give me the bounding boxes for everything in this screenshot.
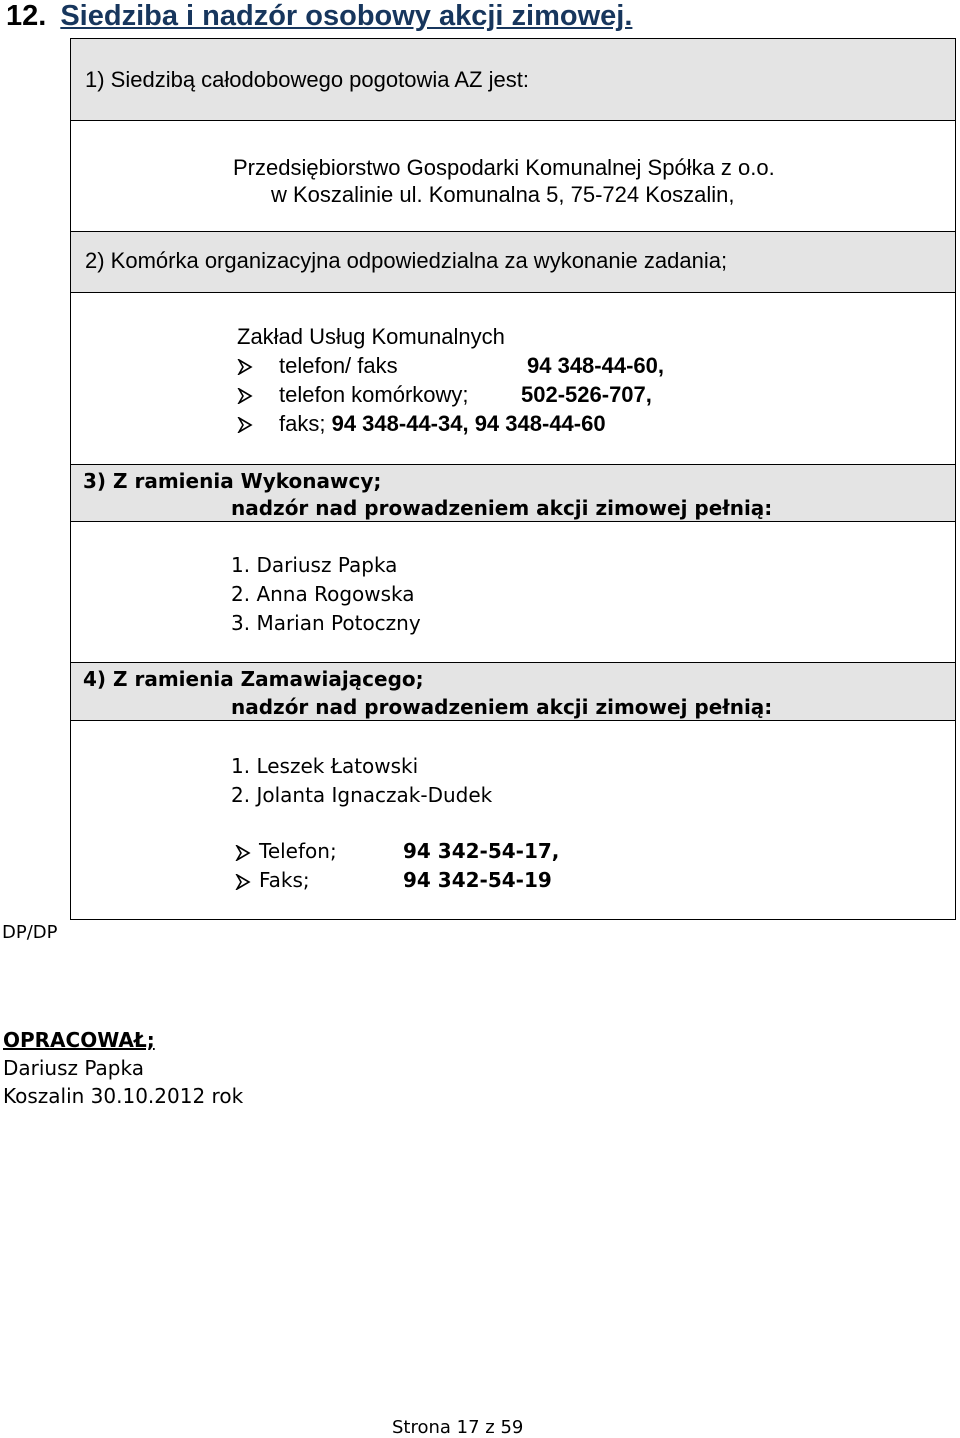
contractor-person-3: 3. Marian Potoczny — [231, 611, 421, 635]
row1-label: 1) Siedzibą całodobowego pogotowia AZ jest: — [85, 67, 529, 92]
row2-label: 2) Komórka organizacyjna odpowiedzialna za wykonanie zadania; — [85, 248, 728, 273]
phone-fax-label: telefon/ faks — [279, 353, 398, 378]
unit-name: Zakład Usług Komunalnych — [237, 324, 505, 349]
row3-sublabel: nadzór nad prowadzeniem akcji zimowej pełnią: — [231, 496, 773, 520]
contractor-person-1: 1. Dariusz Papka — [231, 553, 398, 577]
mobile-label: telefon komórkowy; — [279, 382, 469, 407]
fax-label: faks; — [279, 411, 326, 436]
arrow-bullet-icon — [235, 839, 259, 863]
page-number: Strona 17 z 59 — [392, 1417, 524, 1438]
client-person-2: 2. Jolanta Ignaczak-Dudek — [231, 783, 493, 807]
client-fax-label: Faks; — [259, 868, 310, 892]
prepared-by-label: OPRACOWAŁ; — [3, 1028, 155, 1052]
phone-fax-value: 94 348-44-60, — [527, 353, 664, 378]
client-phone-label: Telefon; — [259, 839, 337, 863]
initials: DP/DP — [2, 922, 58, 943]
place-date: Koszalin 30.10.2012 rok — [3, 1084, 244, 1108]
arrow-bullet-icon — [237, 353, 261, 379]
arrow-bullet-icon — [237, 411, 261, 437]
company-name: Przedsiębiorstwo Gospodarki Komunalnej Spółka z o.o. — [233, 155, 775, 180]
section-number: 12. — [6, 0, 47, 32]
company-address: w Koszalinie ul. Komunalna 5, 75-724 Koszalin, — [271, 182, 735, 207]
section-title: Siedziba i nadzór osobowy akcji zimowej. — [60, 0, 633, 32]
row2-header — [71, 231, 955, 293]
client-fax-row — [235, 868, 310, 892]
fax-row — [237, 411, 606, 437]
fax-value: 94 348-44-34, 94 348-44-60 — [331, 411, 606, 436]
client-fax-value: 94 342-54-19 — [403, 868, 552, 892]
row3-header — [71, 464, 955, 522]
row4-sublabel: nadzór nad prowadzeniem akcji zimowej pełnią: — [231, 695, 773, 719]
arrow-bullet-icon — [235, 868, 259, 892]
mobile-row — [237, 382, 469, 408]
row3-label: 3) Z ramienia Wykonawcy; — [83, 469, 382, 493]
mobile-value: 502-526-707, — [521, 382, 652, 407]
arrow-bullet-icon — [237, 382, 261, 408]
row1-header — [71, 39, 955, 121]
phone-fax-row — [237, 353, 398, 379]
row4-label: 4) Z ramienia Zamawiającego; — [83, 667, 424, 691]
info-table — [70, 38, 956, 920]
client-person-1: 1. Leszek Łatowski — [231, 754, 419, 778]
prepared-by-name: Dariusz Papka — [3, 1056, 144, 1080]
client-phone-row — [235, 839, 337, 863]
contractor-person-2: 2. Anna Rogowska — [231, 582, 415, 606]
row4-header — [71, 662, 955, 721]
client-phone-value: 94 342-54-17, — [403, 839, 560, 863]
section-heading — [6, 0, 632, 33]
